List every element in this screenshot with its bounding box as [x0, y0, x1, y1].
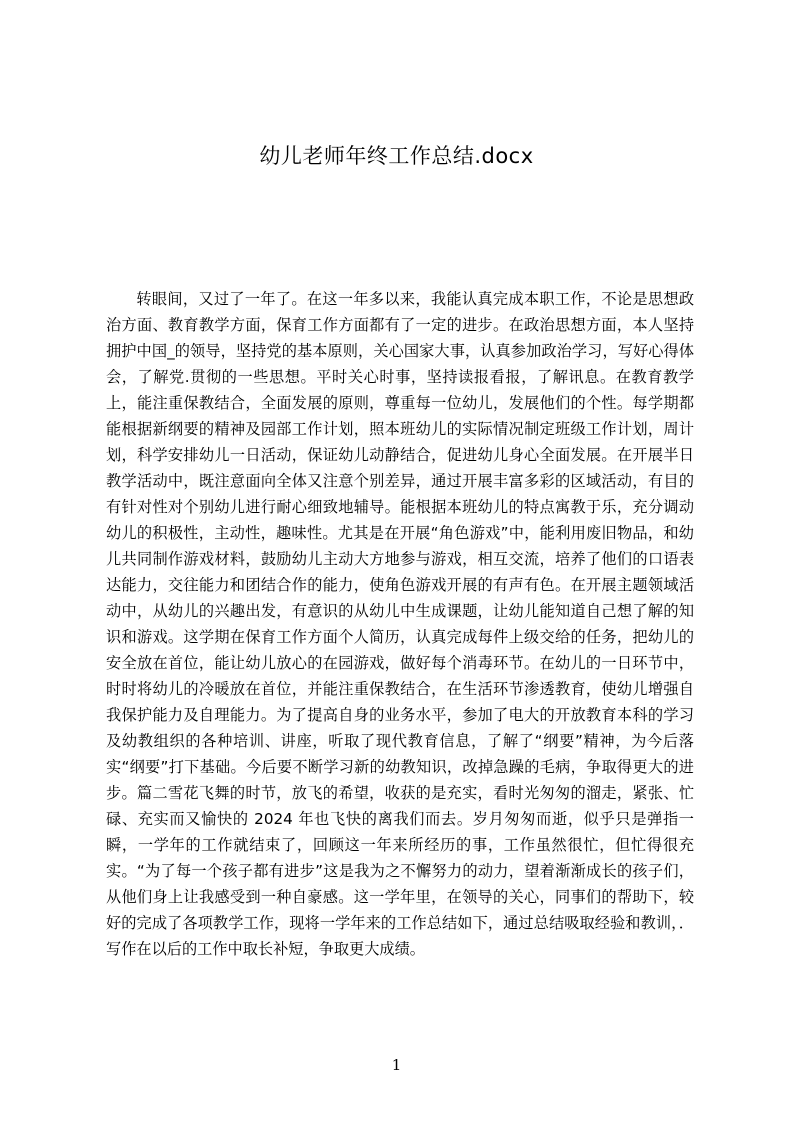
- document-title: 幼儿老师年终工作总结.docx: [259, 144, 534, 168]
- document-body-paragraph: 转眼间，又过了一年了。在这一年多以来，我能认真完成本职工作，不论是思想政治方面、教育教学方面，保育工作方面都有了一定的进步。在政治思想方面，本人坚持拥护中国_的领导，坚持党的基本原则，关心国家大事，认真参加政治学习，写好心得体会，了解党.贯彻的一些思想。平时关心时事，坚持读报看报，了解讯息。在教育教学上，能注重保教结合，全面发展的原则，尊重每一位幼儿，发展他们的个性。每学期都能根据新纲要的精神及园部工作计划，照本班幼儿的实际情况制定班级工作计划，周计划，科学安排幼儿一日活动，保证幼儿动静结合，促进幼儿身心全面发展。在开展半日教学活动中，既注意面向全体又注意个别差异，通过开展丰富多彩的区域活动，有目的有针对性对个别幼儿进行耐心细致地辅导。能根据本班幼儿的特点寓教于乐，充分调动幼儿的积极性，主动性，趣味性。尤其是在开展“角色游戏”中，能利用废旧物品，和幼儿共同制作游戏材料，鼓励幼儿主动大方地参与游戏，相互交流，培养了他们的口语表达能力，交往能力和团结合作的能力，使角色游戏开展的有声有色。在开展主题领域活动中，从幼儿的兴趣出发，有意识的从幼儿中生成课题，让幼儿能知道自己想了解的知识和游戏。这学期在保育工作方面个人简历，认真完成每件上级交给的任务，把幼儿的安全放在首位，能让幼儿放心的在园游戏，做好每个消毒环节。在幼儿的一日环节中，时时将幼儿的冷暖放在首位，并能注重保教结合，在生活环节渗透教育，使幼儿增强自我保护能力及自理能力。为了提高自身的业务水平，参加了电大的开放教育本科的学习及幼教组织的各种培训、讲座，听取了现代教育信息，了解了“纲要”精神，为今后落实“纲要”打下基础。今后要不断学习新的幼教知识，改掉急躁的毛病，争取得更大的进步。篇二雪花飞舞的时节，放飞的希望，收获的是充实，看时光匆匆的溜走，紧张、忙碌、充实而又愉快的 2024 年也飞快的离我们而去。岁月匆匆而逝，似乎只是弹指一瞬，一学年的工作就结束了，回顾这一年来所经历的事，工作虽然很忙，但忙得很充实。“为了每一个孩子都有进步”这是我为之不懈努力的动力，望着渐渐成长的孩子们，从他们身上让我感受到一种自豪感。这一学年里，在领导的关心，同事们的帮助下，较好的完成了各项教学工作，现将一学年来的工作总结如下，通过总结吸取经验和教训，．写作在以后的工作中取长补短，争取更大成绩。: [106, 290, 694, 958]
- page-number: 1: [391, 1056, 402, 1074]
